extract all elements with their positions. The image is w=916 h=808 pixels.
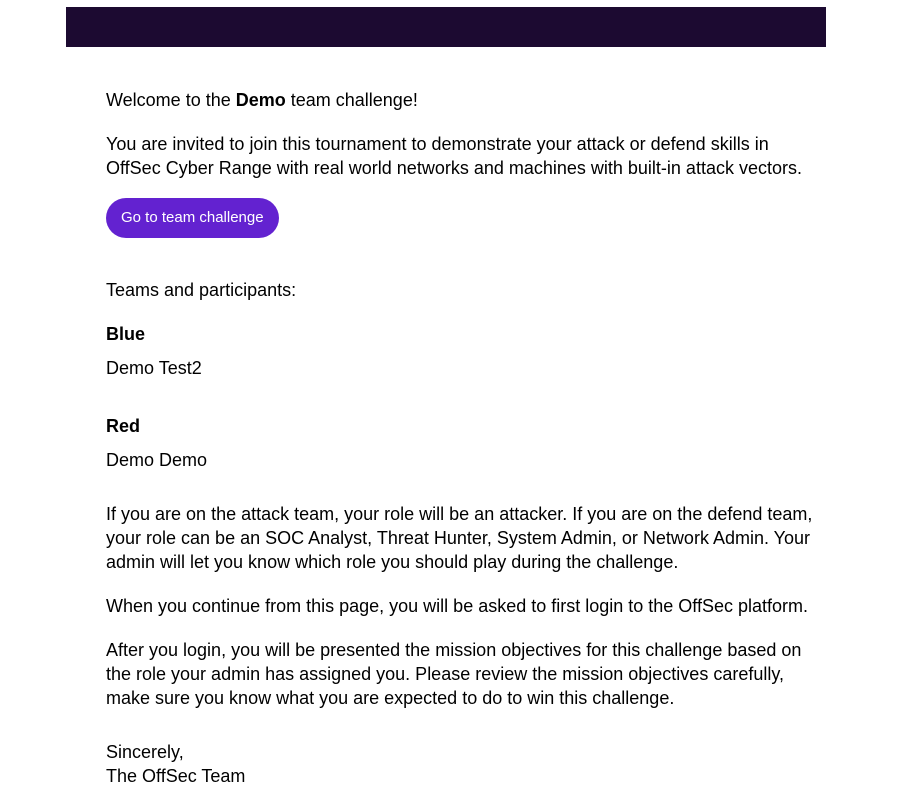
team-name-red: Red [106, 416, 141, 436]
signoff-line-1: Sincerely, [106, 742, 184, 762]
invite-text: You are invited to join this tournament to demonstrate your attack or defend skills in OffSec Cyber Range with real world networks and machines with built-in attack vectors. [106, 134, 802, 178]
challenge-name: Demo [235, 90, 286, 110]
teams-heading: Teams and participants: [106, 280, 297, 300]
objectives-notice: After you login, you will be presented the mission objectives for this challenge based on the role your admin has assigned you. Please review the mission objectives carefully, make sure you know what you are expected to do to win this challenge. [106, 640, 802, 708]
welcome-prefix: Welcome to the [106, 90, 236, 110]
go-to-team-challenge-button[interactable]: Go to team challenge [106, 198, 279, 238]
email-header-bar [66, 7, 826, 47]
email-body [106, 88, 826, 788]
signoff-line-2: The OffSec Team [106, 766, 246, 786]
team-members-red: Demo Demo [106, 450, 208, 470]
continue-notice: When you continue from this page, you will be asked to first login to the OffSec platform. [106, 596, 809, 616]
role-description: If you are on the attack team, your role will be an attacker. If you are on the defend team, your role can be an SOC Analyst, Threat Hunter, System Admin, or Network Admin. Your admin will let you know which role you should play during the challenge. [106, 504, 813, 572]
team-divider-space [106, 380, 826, 414]
team-members-blue: Demo Test2 [106, 358, 202, 378]
welcome-suffix: team challenge! [285, 90, 418, 110]
team-name-blue: Blue [106, 324, 146, 344]
welcome-line [106, 88, 826, 112]
